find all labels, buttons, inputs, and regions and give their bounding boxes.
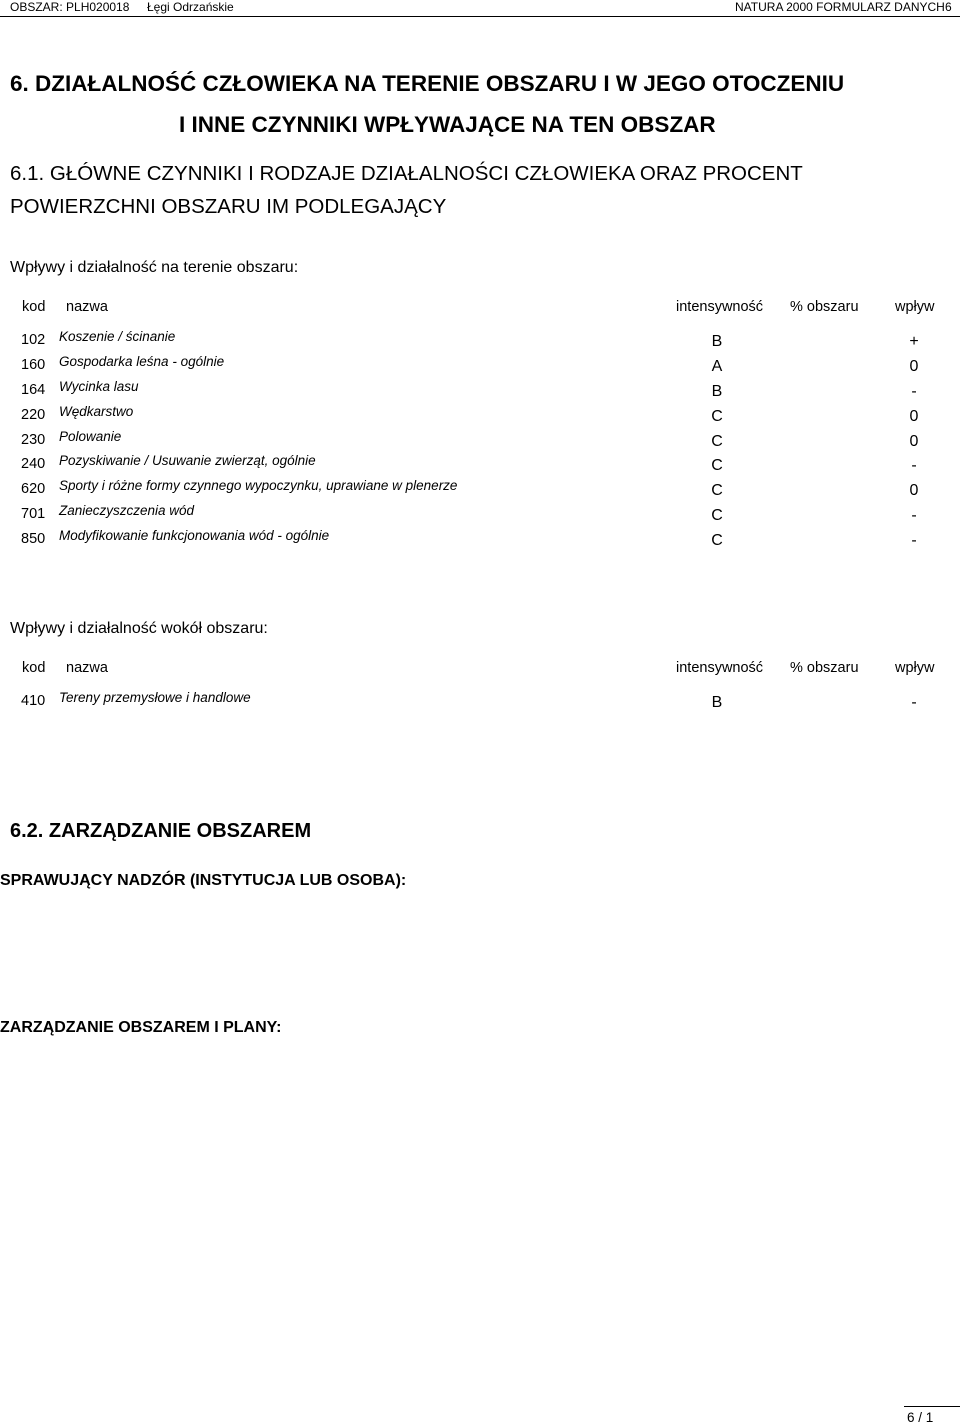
table-row	[0, 690, 960, 712]
row-impact: -	[911, 532, 917, 549]
table-row	[0, 354, 960, 376]
table-row	[0, 478, 960, 500]
table-row	[0, 429, 960, 451]
row-code: 220	[21, 407, 46, 423]
col-kod: kod	[22, 299, 46, 315]
col-intensywnosc: intensywność	[676, 660, 764, 676]
col-wplyw: wpływ	[895, 299, 935, 315]
table-row	[0, 379, 960, 401]
row-impact: -	[911, 457, 917, 474]
table-row	[0, 503, 960, 525]
col-wplyw: wpływ	[895, 660, 935, 676]
row-impact: 0	[909, 408, 919, 425]
row-intensity: C	[711, 433, 723, 450]
row-code: 620	[21, 481, 46, 497]
row-name: Polowanie	[59, 429, 122, 444]
row-name: Tereny przemysłowe i handlowe	[59, 690, 251, 705]
row-name: Gospodarka leśna - ogólnie	[59, 354, 225, 369]
table-row	[0, 329, 960, 351]
site-code: OBSZAR: PLH020018	[10, 0, 130, 14]
row-intensity: C	[711, 482, 723, 499]
row-impact: 0	[909, 482, 919, 499]
subsection-title-line1: 6.1. GŁÓWNE CZYNNIKI I RODZAJE DZIAŁALNOŚCI CZŁOWIEKA ORAZ PROCENT	[10, 162, 803, 185]
col-obszaru: % obszaru	[790, 299, 859, 315]
col-obszaru: % obszaru	[790, 660, 859, 676]
section-title-line1: 6. DZIAŁALNOŚĆ CZŁOWIEKA NA TERENIE OBSZARU I W JEGO OTOCZENIU	[10, 71, 845, 96]
table-row	[0, 453, 960, 475]
table-row	[0, 404, 960, 426]
page-header	[0, 0, 960, 16]
row-intensity: C	[711, 532, 723, 549]
row-impact: 0	[909, 433, 919, 450]
row-name: Wędkarstwo	[59, 404, 134, 419]
subsection-title-line2: POWIERZCHNI OBSZARU IM PODLEGAJĄCY	[10, 195, 447, 218]
row-code: 230	[21, 432, 46, 448]
row-intensity: B	[711, 694, 723, 711]
management-title: 6.2. ZARZĄDZANIE OBSZAREM	[10, 820, 312, 842]
footer-page-number: 6 / 1	[907, 1410, 934, 1425]
row-name: Modyfikowanie funkcjonowania wód - ogólnie	[59, 528, 330, 543]
col-kod: kod	[22, 660, 46, 676]
row-name: Zanieczyszczenia wód	[59, 503, 195, 518]
header-divider	[0, 16, 960, 17]
form-title: NATURA 2000 FORMULARZ DANYCH	[735, 0, 945, 14]
header-page-number: 6	[945, 0, 952, 14]
row-code: 164	[21, 382, 46, 398]
row-intensity: C	[711, 507, 723, 524]
row-impact: -	[911, 507, 917, 524]
row-intensity: C	[711, 408, 723, 425]
row-name: Sporty i różne formy czynnego wypoczynku, uprawiane w plenerze	[59, 478, 458, 493]
row-code: 160	[21, 357, 46, 373]
col-nazwa: nazwa	[66, 299, 108, 315]
col-nazwa: nazwa	[66, 660, 108, 676]
row-impact: +	[909, 333, 919, 350]
section-title-line2: I INNE CZYNNIKI WPŁYWAJĄCE NA TEN OBSZAR	[179, 112, 716, 137]
row-impact: -	[911, 694, 917, 711]
site-name: Łęgi Odrzańskie	[147, 0, 234, 14]
row-code: 701	[21, 506, 46, 522]
footer-divider	[904, 1406, 960, 1407]
row-name: Pozyskiwanie / Usuwanie zwierząt, ogólnie	[59, 453, 316, 468]
row-name: Wycinka lasu	[59, 379, 139, 394]
row-code: 410	[21, 693, 46, 709]
plans-label: ZARZĄDZANIE OBSZAREM I PLANY:	[0, 1019, 282, 1036]
row-impact: -	[911, 383, 917, 400]
around-table-header	[0, 660, 960, 680]
supervision-label: SPRAWUJĄCY NADZÓR (INSTYTUCJA LUB OSOBA):	[0, 872, 407, 889]
row-intensity: B	[711, 383, 723, 400]
row-code: 850	[21, 531, 46, 547]
inside-heading: Wpływy i działalność na terenie obszaru:	[10, 259, 299, 276]
col-intensywnosc: intensywność	[676, 299, 764, 315]
table-row	[0, 528, 960, 550]
row-code: 240	[21, 456, 46, 472]
row-impact: 0	[909, 358, 919, 375]
row-name: Koszenie / ścinanie	[59, 329, 176, 344]
around-heading: Wpływy i działalność wokół obszaru:	[10, 620, 268, 637]
inside-table-header	[0, 299, 960, 319]
row-intensity: A	[711, 358, 723, 375]
row-code: 102	[21, 332, 46, 348]
row-intensity: B	[711, 333, 723, 350]
row-intensity: C	[711, 457, 723, 474]
